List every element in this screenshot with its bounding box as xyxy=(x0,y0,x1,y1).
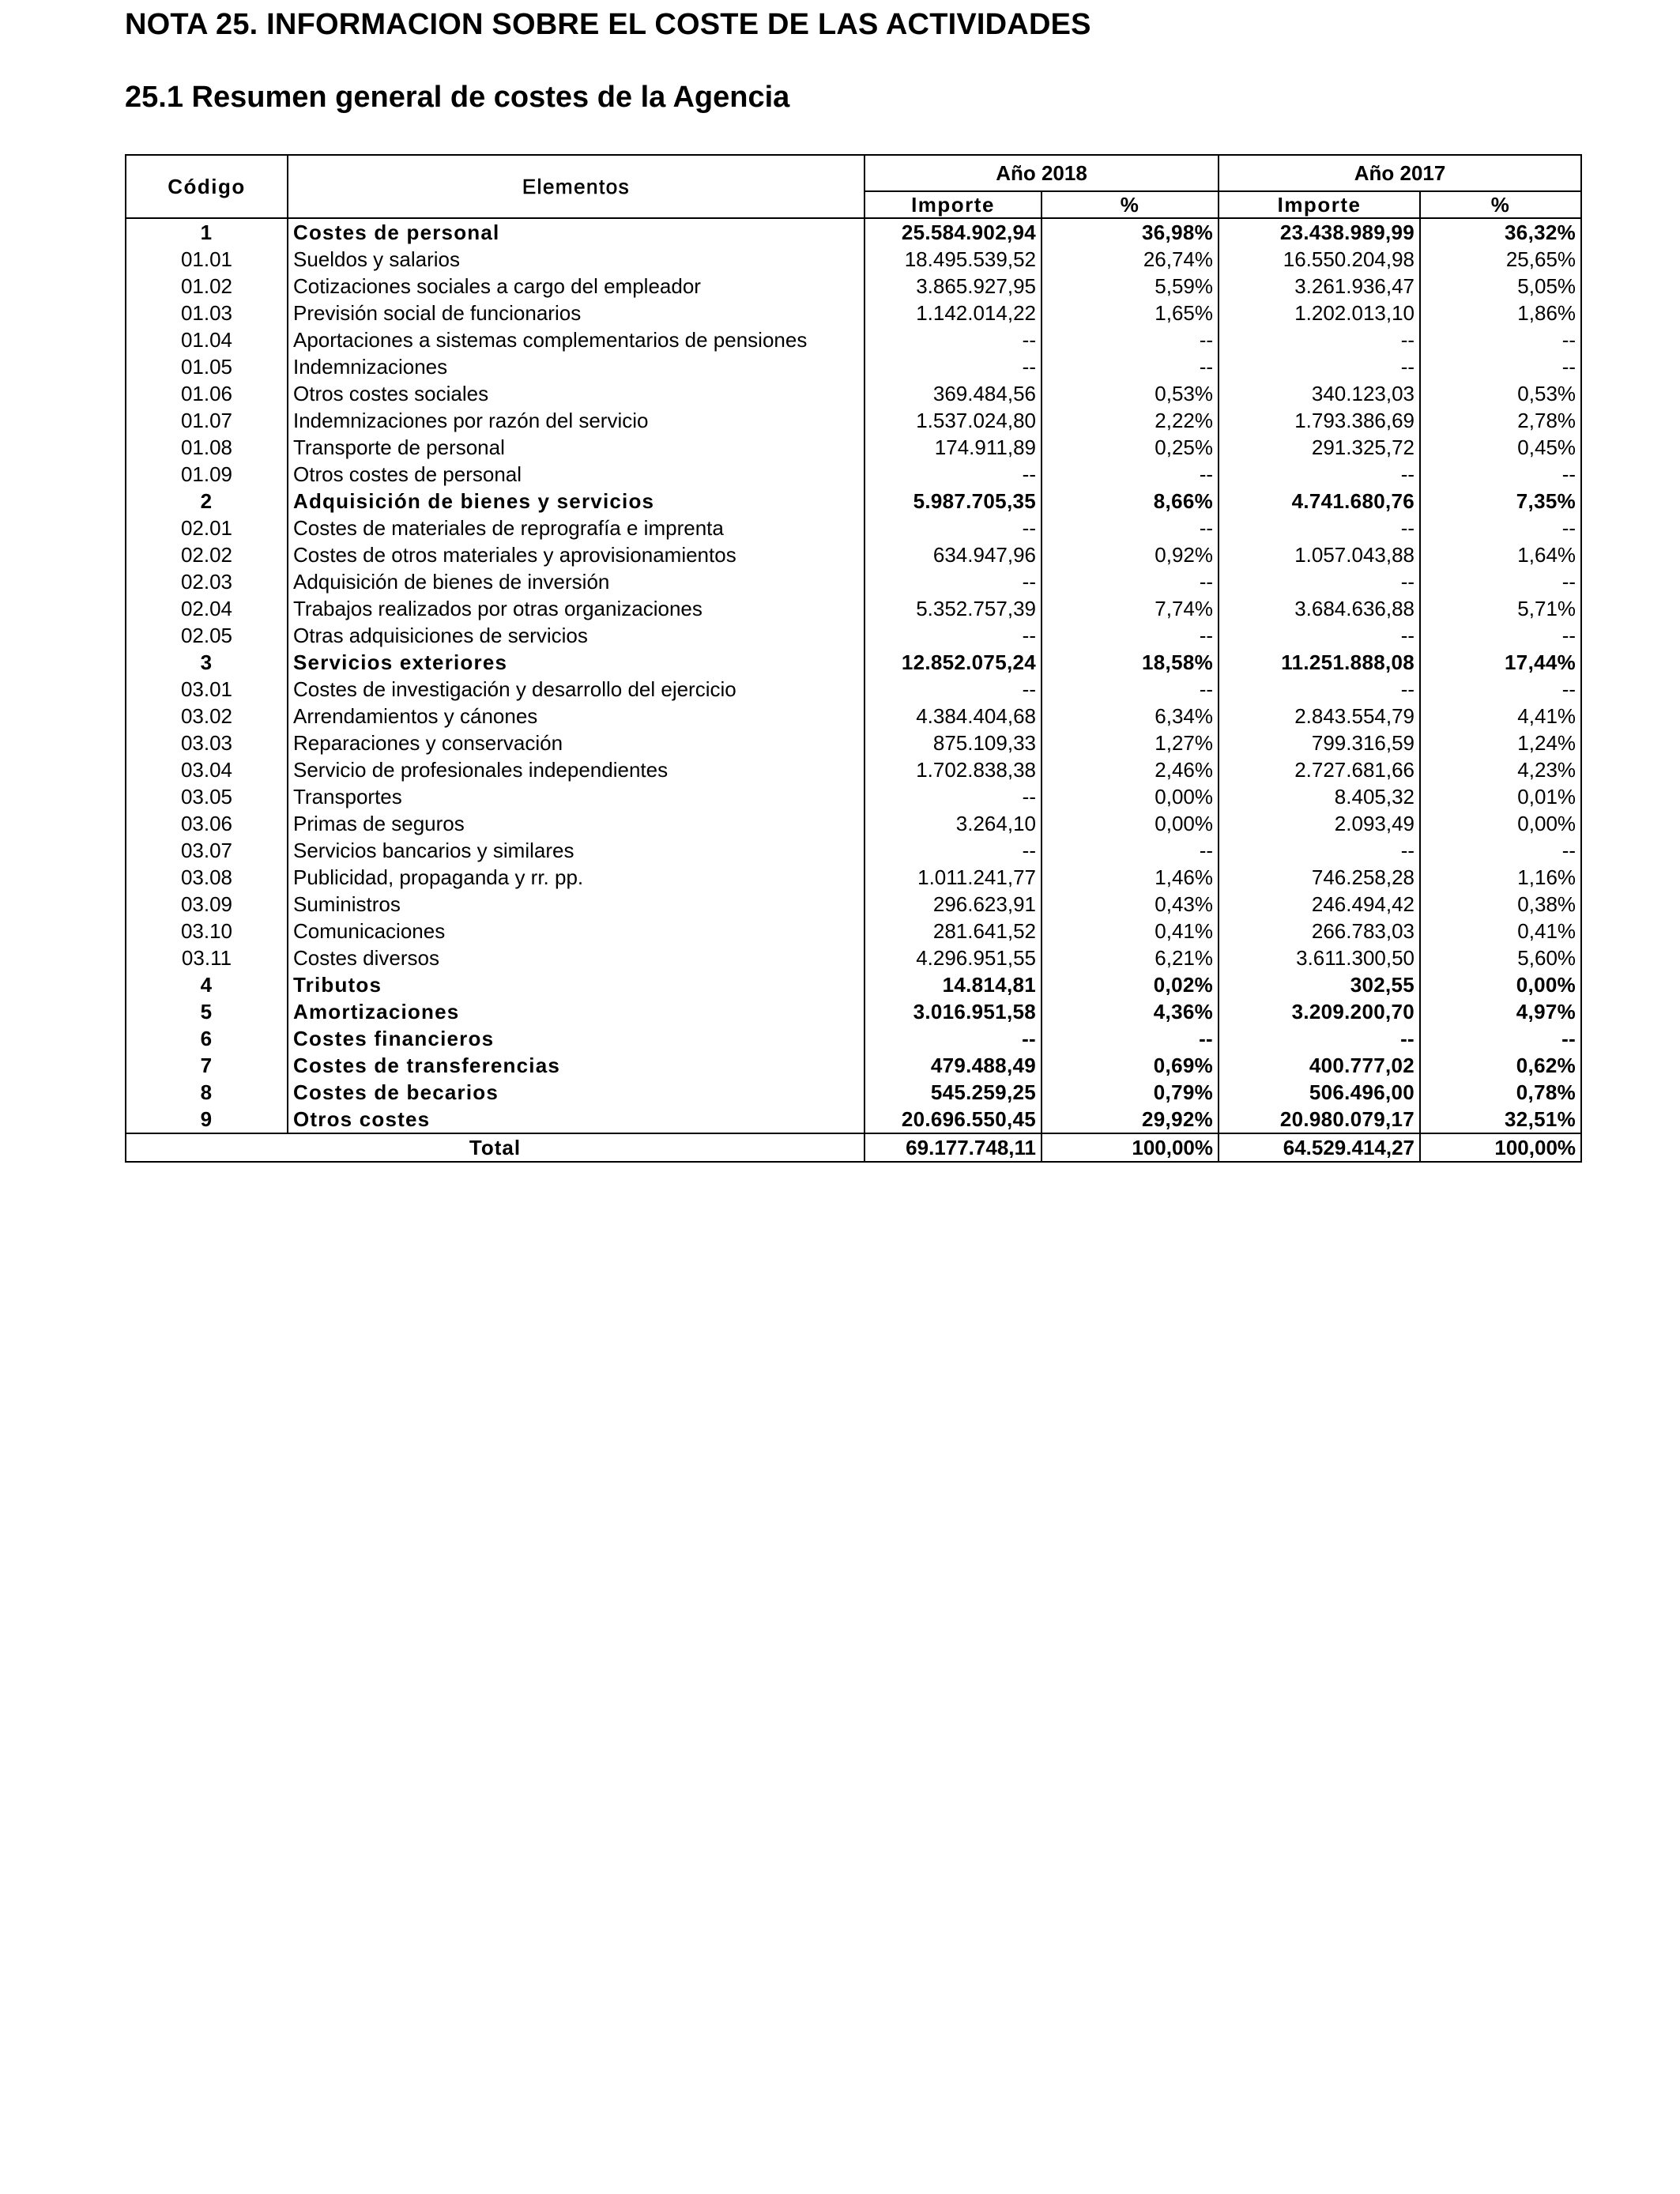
row-importe-2017: 11.251.888,08 xyxy=(1219,649,1420,676)
table-row xyxy=(126,515,1581,541)
row-importe-2018: 369.484,56 xyxy=(864,380,1042,407)
row-pct-2018: -- xyxy=(1042,1025,1219,1052)
table-row xyxy=(126,488,1581,515)
row-code: 03.04 xyxy=(126,756,288,783)
header-importe-2018: Importe xyxy=(864,191,1042,218)
row-label: Costes de personal xyxy=(288,218,864,246)
row-label: Primas de seguros xyxy=(288,810,864,837)
row-pct-2018: -- xyxy=(1042,568,1219,595)
table-body xyxy=(126,218,1581,1133)
row-importe-2017: 340.123,03 xyxy=(1219,380,1420,407)
total-label: Total xyxy=(126,1133,864,1162)
row-importe-2017: 400.777,02 xyxy=(1219,1052,1420,1079)
row-label: Trabajos realizados por otras organizaciones xyxy=(288,595,864,622)
table-row xyxy=(126,380,1581,407)
row-importe-2018: 1.702.838,38 xyxy=(864,756,1042,783)
row-importe-2017: 2.727.681,66 xyxy=(1219,756,1420,783)
row-pct-2017: -- xyxy=(1420,837,1581,864)
row-code: 03.10 xyxy=(126,918,288,944)
row-code: 02.05 xyxy=(126,622,288,649)
row-label: Servicios exteriores xyxy=(288,649,864,676)
row-pct-2017: -- xyxy=(1420,515,1581,541)
table-row xyxy=(126,541,1581,568)
table-row xyxy=(126,1079,1581,1106)
table-row xyxy=(126,273,1581,300)
table-row xyxy=(126,595,1581,622)
row-pct-2018: 2,46% xyxy=(1042,756,1219,783)
total-row xyxy=(126,1133,1581,1162)
row-code: 9 xyxy=(126,1106,288,1133)
row-code: 01.08 xyxy=(126,434,288,461)
row-importe-2017: -- xyxy=(1219,326,1420,353)
row-importe-2017: 8.405,32 xyxy=(1219,783,1420,810)
row-label: Costes de otros materiales y aprovisionamientos xyxy=(288,541,864,568)
row-label: Sueldos y salarios xyxy=(288,246,864,273)
row-pct-2018: 29,92% xyxy=(1042,1106,1219,1133)
row-label: Otros costes xyxy=(288,1106,864,1133)
table-row xyxy=(126,891,1581,918)
row-code: 01.01 xyxy=(126,246,288,273)
table-row xyxy=(126,676,1581,703)
row-pct-2018: 0,92% xyxy=(1042,541,1219,568)
row-pct-2017: 1,24% xyxy=(1420,729,1581,756)
row-importe-2017: 1.793.386,69 xyxy=(1219,407,1420,434)
row-pct-2017: -- xyxy=(1420,461,1581,488)
row-code: 03.03 xyxy=(126,729,288,756)
row-importe-2017: 16.550.204,98 xyxy=(1219,246,1420,273)
table-row xyxy=(126,918,1581,944)
row-importe-2017: -- xyxy=(1219,461,1420,488)
row-code: 6 xyxy=(126,1025,288,1052)
row-pct-2017: -- xyxy=(1420,568,1581,595)
row-code: 02.03 xyxy=(126,568,288,595)
table-row xyxy=(126,461,1581,488)
row-importe-2018: 281.641,52 xyxy=(864,918,1042,944)
row-pct-2017: -- xyxy=(1420,676,1581,703)
table-row xyxy=(126,810,1581,837)
row-importe-2018: 1.537.024,80 xyxy=(864,407,1042,434)
table-row xyxy=(126,971,1581,998)
row-importe-2018: -- xyxy=(864,676,1042,703)
row-importe-2018: 18.495.539,52 xyxy=(864,246,1042,273)
row-label: Otros costes sociales xyxy=(288,380,864,407)
row-importe-2017: -- xyxy=(1219,837,1420,864)
header-elementos: Elementos xyxy=(288,155,864,218)
total-pct-2018: 100,00% xyxy=(1042,1133,1219,1162)
row-pct-2017: 1,64% xyxy=(1420,541,1581,568)
row-pct-2018: 0,69% xyxy=(1042,1052,1219,1079)
table-row xyxy=(126,649,1581,676)
table-row xyxy=(126,1052,1581,1079)
row-importe-2018: 174.911,89 xyxy=(864,434,1042,461)
row-importe-2018: 3.016.951,58 xyxy=(864,998,1042,1025)
row-code: 8 xyxy=(126,1079,288,1106)
total-pct-2017: 100,00% xyxy=(1420,1133,1581,1162)
header-year-2018: Año 2018 xyxy=(864,155,1219,191)
row-pct-2018: -- xyxy=(1042,326,1219,353)
row-code: 01.02 xyxy=(126,273,288,300)
row-pct-2018: 6,34% xyxy=(1042,703,1219,729)
row-importe-2017: -- xyxy=(1219,515,1420,541)
table-row xyxy=(126,944,1581,971)
row-pct-2017: 0,41% xyxy=(1420,918,1581,944)
row-importe-2017: -- xyxy=(1219,622,1420,649)
row-label: Arrendamientos y cánones xyxy=(288,703,864,729)
row-pct-2018: -- xyxy=(1042,676,1219,703)
row-label: Servicio de profesionales independientes xyxy=(288,756,864,783)
row-code: 7 xyxy=(126,1052,288,1079)
row-importe-2018: 14.814,81 xyxy=(864,971,1042,998)
row-importe-2018: 3.865.927,95 xyxy=(864,273,1042,300)
row-pct-2018: 18,58% xyxy=(1042,649,1219,676)
row-pct-2017: 0,62% xyxy=(1420,1052,1581,1079)
row-label: Cotizaciones sociales a cargo del empleador xyxy=(288,273,864,300)
total-importe-2018: 69.177.748,11 xyxy=(864,1133,1042,1162)
table-total xyxy=(126,1133,1581,1162)
row-label: Transporte de personal xyxy=(288,434,864,461)
row-code: 03.07 xyxy=(126,837,288,864)
row-importe-2018: 3.264,10 xyxy=(864,810,1042,837)
row-code: 02.01 xyxy=(126,515,288,541)
row-importe-2018: 1.011.241,77 xyxy=(864,864,1042,891)
row-importe-2017: -- xyxy=(1219,676,1420,703)
row-importe-2017: 23.438.989,99 xyxy=(1219,218,1420,246)
row-pct-2017: 1,16% xyxy=(1420,864,1581,891)
row-importe-2018: 4.296.951,55 xyxy=(864,944,1042,971)
table-row xyxy=(126,218,1581,246)
row-pct-2017: -- xyxy=(1420,1025,1581,1052)
row-importe-2018: -- xyxy=(864,568,1042,595)
row-importe-2017: 2.093,49 xyxy=(1219,810,1420,837)
row-label: Servicios bancarios y similares xyxy=(288,837,864,864)
table-row xyxy=(126,300,1581,326)
row-pct-2017: 0,00% xyxy=(1420,810,1581,837)
row-code: 4 xyxy=(126,971,288,998)
row-pct-2017: 0,45% xyxy=(1420,434,1581,461)
row-code: 02.04 xyxy=(126,595,288,622)
row-label: Costes financieros xyxy=(288,1025,864,1052)
row-pct-2018: 1,27% xyxy=(1042,729,1219,756)
row-code: 2 xyxy=(126,488,288,515)
row-label: Indemnizaciones xyxy=(288,353,864,380)
row-importe-2018: 479.488,49 xyxy=(864,1052,1042,1079)
cost-summary-table xyxy=(125,154,1582,1163)
row-importe-2017: 266.783,03 xyxy=(1219,918,1420,944)
row-label: Reparaciones y conservación xyxy=(288,729,864,756)
row-label: Costes de transferencias xyxy=(288,1052,864,1079)
row-code: 02.02 xyxy=(126,541,288,568)
table-header xyxy=(126,155,1581,218)
table-row xyxy=(126,864,1581,891)
row-pct-2017: 0,00% xyxy=(1420,971,1581,998)
row-label: Suministros xyxy=(288,891,864,918)
table-row xyxy=(126,837,1581,864)
table-row xyxy=(126,407,1581,434)
row-pct-2017: 0,78% xyxy=(1420,1079,1581,1106)
row-code: 01.06 xyxy=(126,380,288,407)
row-importe-2017: 1.057.043,88 xyxy=(1219,541,1420,568)
row-importe-2018: 545.259,25 xyxy=(864,1079,1042,1106)
row-importe-2017: 2.843.554,79 xyxy=(1219,703,1420,729)
header-codigo: Código xyxy=(126,155,288,218)
table-row xyxy=(126,703,1581,729)
row-pct-2017: 0,38% xyxy=(1420,891,1581,918)
row-code: 03.11 xyxy=(126,944,288,971)
row-label: Otros costes de personal xyxy=(288,461,864,488)
row-pct-2017: 0,53% xyxy=(1420,380,1581,407)
row-importe-2018: -- xyxy=(864,461,1042,488)
row-importe-2018: 4.384.404,68 xyxy=(864,703,1042,729)
row-pct-2018: 0,25% xyxy=(1042,434,1219,461)
row-pct-2018: -- xyxy=(1042,622,1219,649)
row-pct-2018: 0,00% xyxy=(1042,783,1219,810)
row-importe-2017: -- xyxy=(1219,353,1420,380)
row-label: Costes diversos xyxy=(288,944,864,971)
row-importe-2017: 291.325,72 xyxy=(1219,434,1420,461)
row-pct-2017: 25,65% xyxy=(1420,246,1581,273)
row-code: 03.01 xyxy=(126,676,288,703)
row-code: 03.08 xyxy=(126,864,288,891)
header-pct-2018: % xyxy=(1042,191,1219,218)
note-heading: NOTA 25. INFORMACION SOBRE EL COSTE DE LAS ACTIVIDADES xyxy=(125,8,1091,41)
header-pct-2017: % xyxy=(1420,191,1581,218)
row-label: Previsión social de funcionarios xyxy=(288,300,864,326)
row-pct-2017: 32,51% xyxy=(1420,1106,1581,1133)
row-importe-2017: 302,55 xyxy=(1219,971,1420,998)
row-code: 03.05 xyxy=(126,783,288,810)
row-code: 01.03 xyxy=(126,300,288,326)
row-code: 01.07 xyxy=(126,407,288,434)
row-importe-2018: 12.852.075,24 xyxy=(864,649,1042,676)
row-pct-2018: 36,98% xyxy=(1042,218,1219,246)
row-importe-2017: 799.316,59 xyxy=(1219,729,1420,756)
row-pct-2017: 1,86% xyxy=(1420,300,1581,326)
row-label: Transportes xyxy=(288,783,864,810)
row-importe-2017: 20.980.079,17 xyxy=(1219,1106,1420,1133)
row-pct-2018: 5,59% xyxy=(1042,273,1219,300)
row-importe-2018: -- xyxy=(864,783,1042,810)
row-importe-2017: 246.494,42 xyxy=(1219,891,1420,918)
row-pct-2017: 0,01% xyxy=(1420,783,1581,810)
row-importe-2018: 20.696.550,45 xyxy=(864,1106,1042,1133)
row-code: 03.06 xyxy=(126,810,288,837)
row-pct-2017: 17,44% xyxy=(1420,649,1581,676)
row-pct-2018: 8,66% xyxy=(1042,488,1219,515)
row-label: Costes de becarios xyxy=(288,1079,864,1106)
row-pct-2018: 2,22% xyxy=(1042,407,1219,434)
table-row xyxy=(126,326,1581,353)
row-label: Adquisición de bienes y servicios xyxy=(288,488,864,515)
row-pct-2018: 26,74% xyxy=(1042,246,1219,273)
table-row xyxy=(126,434,1581,461)
row-code: 01.05 xyxy=(126,353,288,380)
row-pct-2018: -- xyxy=(1042,461,1219,488)
row-importe-2018: -- xyxy=(864,515,1042,541)
row-pct-2018: 0,53% xyxy=(1042,380,1219,407)
row-code: 01.04 xyxy=(126,326,288,353)
table-row xyxy=(126,622,1581,649)
row-pct-2017: -- xyxy=(1420,326,1581,353)
row-pct-2018: 4,36% xyxy=(1042,998,1219,1025)
row-code: 01.09 xyxy=(126,461,288,488)
row-importe-2018: 1.142.014,22 xyxy=(864,300,1042,326)
row-label: Costes de materiales de reprografía e imprenta xyxy=(288,515,864,541)
table-row xyxy=(126,246,1581,273)
row-pct-2017: -- xyxy=(1420,622,1581,649)
row-label: Amortizaciones xyxy=(288,998,864,1025)
row-importe-2017: -- xyxy=(1219,1025,1420,1052)
row-code: 03.02 xyxy=(126,703,288,729)
header-year-2017: Año 2017 xyxy=(1219,155,1581,191)
row-importe-2017: 3.261.936,47 xyxy=(1219,273,1420,300)
table-row xyxy=(126,1025,1581,1052)
row-pct-2018: 0,00% xyxy=(1042,810,1219,837)
row-importe-2017: 3.611.300,50 xyxy=(1219,944,1420,971)
row-importe-2017: 4.741.680,76 xyxy=(1219,488,1420,515)
row-label: Otras adquisiciones de servicios xyxy=(288,622,864,649)
row-importe-2018: 634.947,96 xyxy=(864,541,1042,568)
table-row xyxy=(126,568,1581,595)
table-row xyxy=(126,1106,1581,1133)
row-importe-2017: 1.202.013,10 xyxy=(1219,300,1420,326)
row-label: Adquisición de bienes de inversión xyxy=(288,568,864,595)
table-row xyxy=(126,998,1581,1025)
row-pct-2018: 1,65% xyxy=(1042,300,1219,326)
row-pct-2017: -- xyxy=(1420,353,1581,380)
row-importe-2017: 746.258,28 xyxy=(1219,864,1420,891)
row-code: 1 xyxy=(126,218,288,246)
row-pct-2017: 4,41% xyxy=(1420,703,1581,729)
row-importe-2017: -- xyxy=(1219,568,1420,595)
table-row xyxy=(126,353,1581,380)
row-pct-2017: 4,97% xyxy=(1420,998,1581,1025)
row-pct-2018: 0,43% xyxy=(1042,891,1219,918)
row-code: 5 xyxy=(126,998,288,1025)
row-importe-2017: 3.684.636,88 xyxy=(1219,595,1420,622)
row-pct-2018: 7,74% xyxy=(1042,595,1219,622)
row-pct-2017: 5,05% xyxy=(1420,273,1581,300)
table-row xyxy=(126,729,1581,756)
row-importe-2017: 3.209.200,70 xyxy=(1219,998,1420,1025)
row-pct-2018: 0,79% xyxy=(1042,1079,1219,1106)
row-importe-2018: 5.987.705,35 xyxy=(864,488,1042,515)
row-importe-2018: -- xyxy=(864,622,1042,649)
row-importe-2018: 25.584.902,94 xyxy=(864,218,1042,246)
row-label: Indemnizaciones por razón del servicio xyxy=(288,407,864,434)
row-label: Comunicaciones xyxy=(288,918,864,944)
row-pct-2017: 2,78% xyxy=(1420,407,1581,434)
row-label: Publicidad, propaganda y rr. pp. xyxy=(288,864,864,891)
total-importe-2017: 64.529.414,27 xyxy=(1219,1133,1420,1162)
row-pct-2018: 1,46% xyxy=(1042,864,1219,891)
row-label: Tributos xyxy=(288,971,864,998)
row-code: 03.09 xyxy=(126,891,288,918)
row-pct-2017: 5,60% xyxy=(1420,944,1581,971)
row-pct-2018: -- xyxy=(1042,837,1219,864)
row-pct-2017: 4,23% xyxy=(1420,756,1581,783)
row-importe-2018: -- xyxy=(864,326,1042,353)
header-importe-2017: Importe xyxy=(1219,191,1420,218)
row-importe-2018: 5.352.757,39 xyxy=(864,595,1042,622)
row-pct-2017: 5,71% xyxy=(1420,595,1581,622)
row-code: 3 xyxy=(126,649,288,676)
row-pct-2018: 6,21% xyxy=(1042,944,1219,971)
row-importe-2018: -- xyxy=(864,837,1042,864)
row-importe-2018: 296.623,91 xyxy=(864,891,1042,918)
row-pct-2018: -- xyxy=(1042,353,1219,380)
row-pct-2017: 36,32% xyxy=(1420,218,1581,246)
row-importe-2017: 506.496,00 xyxy=(1219,1079,1420,1106)
row-pct-2018: 0,41% xyxy=(1042,918,1219,944)
table-row xyxy=(126,756,1581,783)
row-importe-2018: 875.109,33 xyxy=(864,729,1042,756)
section-heading: 25.1 Resumen general de costes de la Agencia xyxy=(125,81,790,114)
table-row xyxy=(126,783,1581,810)
row-label: Costes de investigación y desarrollo del ejercicio xyxy=(288,676,864,703)
row-label: Aportaciones a sistemas complementarios de pensiones xyxy=(288,326,864,353)
row-pct-2018: -- xyxy=(1042,515,1219,541)
row-pct-2018: 0,02% xyxy=(1042,971,1219,998)
row-importe-2018: -- xyxy=(864,1025,1042,1052)
row-importe-2018: -- xyxy=(864,353,1042,380)
row-pct-2017: 7,35% xyxy=(1420,488,1581,515)
